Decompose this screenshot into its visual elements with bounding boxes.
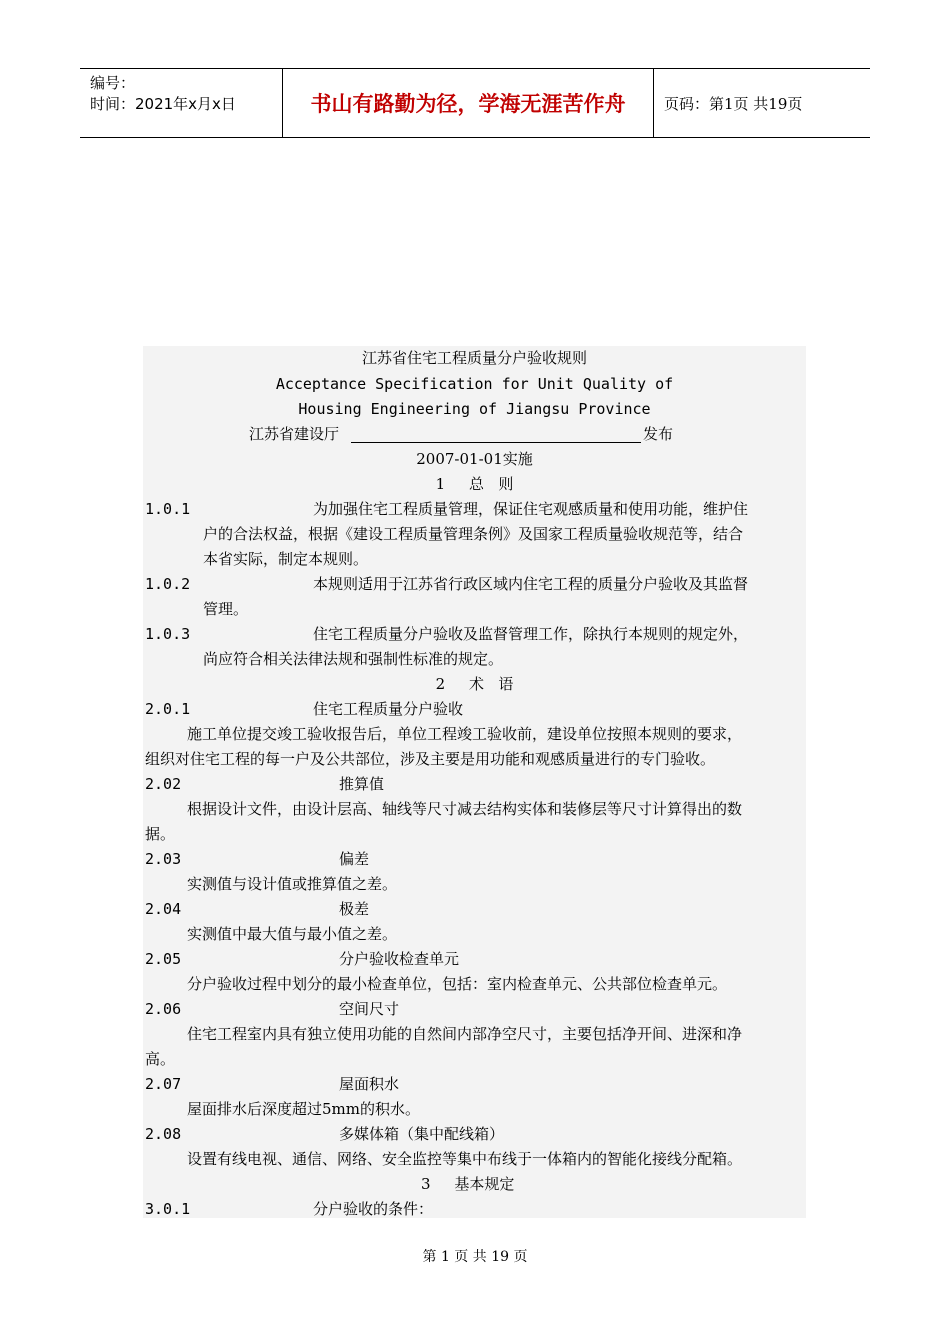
term-definition: 高。 xyxy=(145,1050,176,1068)
term-definition: 分户验收过程中划分的最小检查单位，包括：室内检查单元、公共部位检查单元。 xyxy=(187,975,728,993)
term-number: 2.06 xyxy=(145,1000,182,1018)
chapter-2-heading: 2 术 语 xyxy=(435,675,514,693)
clause-text: 分户验收的条件： xyxy=(313,1200,434,1218)
issue-word: 发布 xyxy=(643,425,674,443)
term-definition: 实测值中最大值与最小值之差。 xyxy=(187,925,398,943)
term-number: 2.04 xyxy=(145,900,182,918)
term-definition: 屋面排水后深度超过5mm的积水。 xyxy=(187,1100,420,1118)
date-label: 时间：2021年x月x日 xyxy=(90,95,236,113)
clause-number: 1.0.3 xyxy=(145,625,191,643)
title-en-line1: Acceptance Specification for Unit Quality of xyxy=(275,375,674,393)
term-title: 分户验收检查单元 xyxy=(339,950,460,968)
motto: 书山有路勤为径，学海无涯苦作舟 xyxy=(282,69,654,137)
clause-text: 为加强住宅工程质量管理，保证住宅观感质量和使用功能，维护住 xyxy=(313,500,749,518)
term-number: 2.05 xyxy=(145,950,182,968)
clause-text: 本规则适用于江苏省行政区域内住宅工程的质量分户验收及其监督 xyxy=(313,575,749,593)
page-header xyxy=(80,68,870,138)
term-title: 住宅工程质量分户验收 xyxy=(313,700,464,718)
term-title: 屋面积水 xyxy=(339,1075,400,1093)
title-en-line2: Housing Engineering of Jiangsu Province xyxy=(298,400,651,418)
term-number: 2.07 xyxy=(145,1075,182,1093)
issuer: 江苏省建设厅 xyxy=(249,425,340,443)
term-definition: 据。 xyxy=(145,825,176,843)
effective-date: 2007-01-01实施 xyxy=(416,450,533,468)
chapter-3-heading: 3 基本规定 xyxy=(421,1175,515,1193)
term-definition: 住宅工程室内具有独立使用功能的自然间内部净空尺寸，主要包括净开间、进深和净 xyxy=(187,1025,743,1043)
clause-text: 本省实际，制定本规则。 xyxy=(203,550,369,568)
clause-number: 1.0.1 xyxy=(145,500,191,518)
number-label: 编号： xyxy=(90,74,136,92)
clause-number: 1.0.2 xyxy=(145,575,191,593)
term-number: 2.0.1 xyxy=(145,700,191,718)
term-title: 偏差 xyxy=(339,850,370,868)
clause-text: 户的合法权益，根据《建设工程质量管理条例》及国家工程质量验收规范等，结合 xyxy=(203,525,744,543)
clause-text: 住宅工程质量分户验收及监督管理工作，除执行本规则的规定外， xyxy=(313,625,749,643)
issuer-underline xyxy=(351,442,641,443)
chapter-1-heading: 1 总 则 xyxy=(435,475,514,493)
clause-number: 3.0.1 xyxy=(145,1200,191,1218)
term-number: 2.02 xyxy=(145,775,182,793)
term-title: 极差 xyxy=(339,900,370,918)
header-meta xyxy=(80,69,282,137)
term-definition: 施工单位提交竣工验收报告后，单位工程竣工验收前，建设单位按照本规则的要求， xyxy=(187,725,743,743)
title-cn: 江苏省住宅工程质量分户验收规则 xyxy=(361,349,587,367)
term-definition: 组织对住宅工程的每一户及公共部位，涉及主要是用功能和观感质量进行的专门验收。 xyxy=(145,750,716,768)
term-definition: 设置有线电视、通信、网络、安全监控等集中布线于一体箱内的智能化接线分配箱。 xyxy=(187,1150,743,1168)
document-body xyxy=(143,346,806,1218)
term-number: 2.08 xyxy=(145,1125,182,1143)
term-definition: 根据设计文件，由设计层高、轴线等尺寸减去结构实体和装修层等尺寸计算得出的数 xyxy=(187,800,743,818)
term-title: 多媒体箱（集中配线箱） xyxy=(339,1125,505,1143)
term-title: 推算值 xyxy=(339,775,385,793)
term-number: 2.03 xyxy=(145,850,182,868)
clause-text: 尚应符合相关法律法规和强制性标准的规定。 xyxy=(203,650,504,668)
clause-text: 管理。 xyxy=(203,600,249,618)
term-title: 空间尺寸 xyxy=(339,1000,400,1018)
page-info: 页码：第1页 共19页 xyxy=(664,94,803,113)
term-definition: 实测值与设计值或推算值之差。 xyxy=(187,875,398,893)
page-footer: 第 1 页 共 19 页 xyxy=(422,1249,528,1265)
